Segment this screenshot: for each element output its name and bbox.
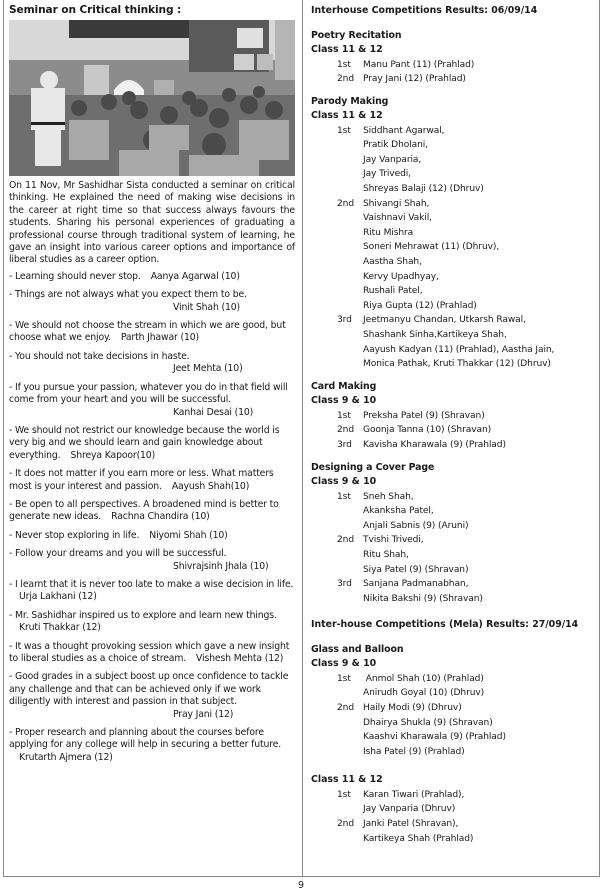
result-row — [311, 533, 597, 577]
quote-text: - Learning should never stop. — [9, 270, 141, 282]
result-position: 2nd — [337, 819, 355, 830]
event-name: Parody Making — [311, 95, 389, 107]
quote-item — [9, 727, 295, 764]
quote-text: - Things are not always what you expect them to be. — [9, 289, 247, 301]
result-row — [311, 438, 597, 453]
winner-name: Anjali Sabnis (9) (Aruni) — [363, 520, 469, 531]
quote-text: - We should not choose the stream in which we are good, but choose what we enjoy. — [9, 320, 286, 344]
quote-author: Vinit Shah (10) — [173, 301, 240, 313]
competition-event — [311, 773, 597, 846]
result-position: 2nd — [337, 535, 355, 546]
competition-event — [311, 380, 597, 453]
winner-name: Nikita Bakshi (9) (Shravan) — [363, 593, 483, 604]
quote-text: - Follow your dreams and you will be successful. — [9, 548, 227, 560]
quote-author: Urja Lakhani (12) — [19, 591, 97, 603]
result-row — [311, 197, 597, 314]
result-names — [363, 788, 597, 817]
quote-item — [9, 468, 295, 493]
event-class: Class 9 & 10 — [311, 658, 377, 670]
result-position: 1st — [337, 59, 351, 70]
event-class: Class 11 & 12 — [311, 110, 383, 122]
result-row — [311, 58, 597, 73]
seminar-title: Seminar on Critical thinking : — [9, 4, 182, 16]
winner-name: Akanksha Patel, — [363, 506, 434, 517]
winner-name: Tvishi Trivedi, — [363, 535, 424, 546]
winner-name: Shreyas Balaji (12) (Dhruv) — [363, 184, 484, 195]
winner-name: Siddhant Agarwal, — [363, 125, 445, 136]
quote-text: - You should not take decisions in haste. — [9, 350, 190, 362]
event-name: Glass and Balloon — [311, 643, 404, 655]
column-divider — [302, 0, 303, 877]
result-position: 2nd — [337, 198, 355, 209]
quote-author: Shivrajsinh Jhala (10) — [173, 560, 269, 572]
competition-event — [311, 461, 597, 607]
result-position: 1st — [337, 673, 351, 684]
winner-name: Soneri Mehrawat (11) (Dhruv), — [363, 242, 500, 253]
winner-name: Riya Gupta (12) (Prahlad) — [363, 300, 477, 311]
event-name: Card Making — [311, 380, 377, 392]
winner-name: Aayush Kadyan (11) (Prahlad), Aastha Jain, — [363, 344, 555, 355]
winner-name: Rushali Patel, — [363, 286, 423, 297]
result-row — [311, 672, 597, 701]
competition-event — [311, 95, 597, 372]
result-row — [311, 701, 597, 759]
quote-item — [9, 530, 295, 542]
winner-name: Karan Tiwari (Prahlad), — [363, 789, 465, 800]
quote-item — [9, 671, 295, 721]
result-position: 2nd — [337, 74, 355, 85]
winner-name: Sneh Shah, — [363, 491, 414, 502]
quote-item — [9, 289, 295, 314]
quote-text: - It does not matter if you earn more or less. What matters most is your interest and passion. — [9, 468, 274, 492]
quote-item — [9, 641, 295, 666]
result-names — [363, 438, 597, 453]
winner-name: Kaashvi Kharawala (9) (Prahlad) — [363, 732, 506, 743]
result-row — [311, 490, 597, 534]
winner-name: Kartikeya Shah (Prahlad) — [363, 833, 474, 844]
quote-item — [9, 425, 295, 462]
quote-author: Pray Jani (12) — [173, 708, 234, 720]
result-position: 2nd — [337, 425, 355, 436]
winner-name: Jay Vanparia (Dhruv) — [363, 804, 456, 815]
winner-name: Shashank Sinha,Kartikeya Shah, — [363, 330, 507, 340]
quote-text: - I learnt that it is never too late to make a wise decision in life. — [9, 578, 294, 590]
result-position: 3rd — [337, 439, 352, 450]
quote-text: - If you pursue your passion, whatever you do in that field will come from your heart and you will be successful. — [9, 381, 288, 406]
winner-name: Preksha Patel (9) (Shravan) — [363, 410, 485, 421]
result-names — [363, 409, 597, 424]
result-position: 1st — [337, 491, 351, 502]
winner-name: Kavisha Kharawala (9) (Prahlad) — [363, 439, 506, 450]
seminar-intro: On 11 Nov, Mr Sashidhar Sista conducted a seminar on critical thinking. He explained the need of making wise decisions in the career at right time so that success always favours the students. Sharing his personal experiences of graduating a professional course through traditional system of learning, he gave an insight into various career options and importance of liberal studies as a career option. — [9, 180, 295, 266]
result-position: 2nd — [337, 703, 355, 713]
section-title: Inter-house Competitions (Mela) Results: 27/09/14 — [311, 619, 579, 631]
result-row — [311, 423, 597, 438]
result-row — [311, 577, 597, 606]
section-title: Interhouse Competitions Results: 06/09/14 — [311, 5, 538, 16]
winner-name: Goonja Tanna (10) (Shravan) — [363, 425, 492, 436]
result-row — [311, 72, 597, 87]
winner-name: Sanjana Padmanabhan, — [363, 579, 469, 590]
competition-event — [311, 643, 597, 760]
quote-author: Aanya Agarwal (10) — [150, 270, 240, 282]
winner-name: Vaishnavi Vakil, — [363, 213, 432, 224]
winner-name: Anirudh Goyal (10) (Dhruv) — [363, 688, 485, 699]
winner-name: Isha Patel (9) (Prahlad) — [363, 746, 465, 757]
quote-author: Shreya Kapoor(10) — [70, 449, 156, 461]
quote-text: - We should not restrict our knowledge because the world is very big and we should learn and gain knowledge about everything. — [9, 424, 280, 461]
quote-author: Krutarth Ajmera (12) — [19, 751, 113, 763]
event-class: Class 11 & 12 — [311, 44, 383, 55]
result-names — [363, 58, 597, 73]
winner-name: Dhairya Shukla (9) (Shravan) — [363, 717, 493, 728]
event-class: Class 11 & 12 — [311, 774, 383, 786]
winner-name: Shivangi Shah, — [363, 198, 430, 209]
winner-name: Anmol Shah (10) (Prahlad) — [363, 673, 484, 684]
quote-text: - It was a thought provoking session which gave a new insight to liberal studies as a choice of stream. — [9, 640, 290, 664]
winner-name: Jay Vanparia, — [363, 154, 422, 165]
result-position: 1st — [337, 789, 351, 800]
competition-section — [311, 4, 597, 606]
winner-name: Pray Jani (12) (Prahlad) — [363, 74, 466, 85]
quote-author: Aayush Shah(10) — [171, 480, 250, 492]
result-row — [311, 313, 597, 371]
winner-name: Ritu Mishra — [363, 227, 414, 238]
page-number: 9 — [298, 880, 305, 891]
result-row — [311, 788, 597, 817]
event-name: Poetry Recitation — [311, 29, 402, 41]
result-position: 3rd — [337, 315, 352, 326]
result-names — [363, 124, 597, 197]
result-names — [363, 701, 597, 759]
result-position: 3rd — [337, 579, 352, 590]
quote-text: - Never stop exploring in life. — [9, 529, 140, 541]
quote-item — [9, 548, 295, 573]
event-name: Designing a Cover Page — [311, 461, 435, 473]
winner-name: Siya Patel (9) (Shravan) — [363, 564, 469, 575]
result-names — [363, 197, 597, 314]
quote-text: - Good grades in a subject boost up once confidence to tackle any challenge and that can be achieved only if we work diligently with interest and passion in that subject. — [9, 671, 289, 708]
result-names — [363, 817, 597, 846]
quote-item — [9, 382, 295, 419]
quote-item — [9, 579, 295, 604]
result-names — [363, 533, 597, 577]
quote-text: - Be open to all perspectives. A broadened mind is better to generate new ideas. — [9, 498, 279, 523]
quote-item — [9, 610, 295, 635]
quote-author: Kanhai Desai (10) — [173, 406, 254, 418]
quote-author: Kruti Thakkar (12) — [19, 622, 101, 634]
result-names — [363, 423, 597, 438]
quote-list — [9, 271, 295, 764]
quote-item — [9, 271, 295, 283]
result-names — [363, 672, 597, 701]
competition-section — [311, 618, 597, 846]
quote-item — [9, 499, 295, 524]
quote-author: Parth Jhawar (10) — [120, 332, 199, 344]
result-row — [311, 409, 597, 424]
result-names — [363, 72, 597, 87]
results-list — [311, 4, 597, 846]
winner-name: Jay Trivedi, — [363, 169, 411, 180]
results-column — [311, 4, 597, 854]
result-position: 1st — [337, 410, 351, 421]
seminar-photo — [9, 20, 295, 176]
winner-name: Aastha Shah, — [363, 257, 422, 268]
winner-name: Janki Patel (Shravan), — [363, 819, 459, 830]
event-class: Class 9 & 10 — [311, 476, 377, 488]
quote-text: - Mr. Sashidhar inspired us to explore and learn new things. — [9, 609, 277, 621]
quote-text: - Proper research and planning about the courses before applying for any college will help in securing a better future. — [9, 727, 282, 751]
result-row — [311, 817, 597, 846]
result-names — [363, 490, 597, 534]
winner-name: Manu Pant (11) (Prahlad) — [363, 59, 475, 70]
result-position: 1st — [337, 125, 351, 136]
result-row — [311, 124, 597, 197]
winner-name: Monica Pathak, Kruti Thakkar (12) (Dhruv) — [363, 359, 551, 370]
result-names — [363, 577, 597, 606]
result-names — [363, 313, 597, 371]
seminar-column — [9, 4, 295, 770]
quote-author: Jeet Mehta (10) — [173, 363, 243, 375]
quote-author: Rachna Chandira (10) — [111, 511, 210, 523]
winner-name: Pratik Dholani, — [363, 140, 428, 151]
classroom-photo-illustration — [9, 20, 295, 176]
quote-author: Niyomi Shah (10) — [149, 529, 228, 541]
quote-item — [9, 351, 295, 376]
quote-item — [9, 320, 295, 345]
winner-name: Kervy Upadhyay, — [363, 271, 439, 282]
winner-name: Ritu Shah, — [363, 549, 409, 560]
winner-name: Jeetmanyu Chandan, Utkarsh Rawal, — [363, 315, 526, 326]
winner-name: Haily Modi (9) (Dhruv) — [363, 703, 462, 713]
event-class: Class 9 & 10 — [311, 395, 377, 407]
competition-event — [311, 29, 597, 87]
quote-author: Vishesh Mehta (12) — [196, 653, 284, 664]
